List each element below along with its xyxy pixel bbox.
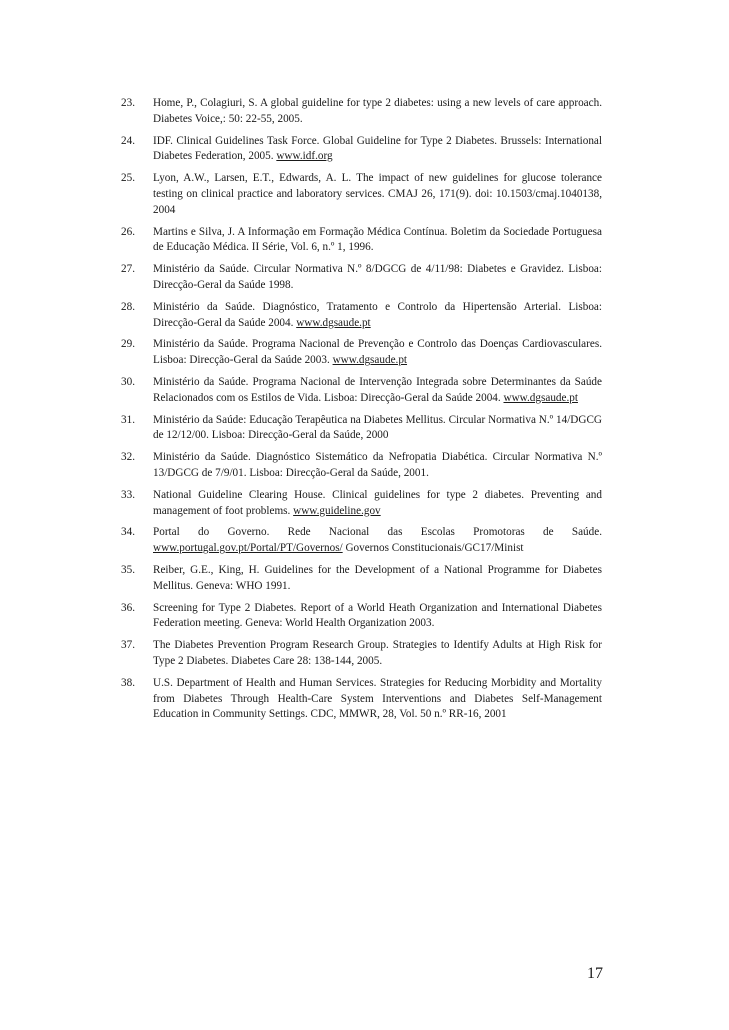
reference-link[interactable]: www.guideline.gov	[293, 504, 381, 517]
reference-item	[121, 638, 602, 670]
reference-number: 27.	[121, 263, 135, 276]
reference-number: 31.	[121, 413, 135, 426]
reference-number: 23.	[121, 97, 135, 109]
reference-text: Ministério da Saúde. Diagnóstico Sistemático da Nefropatia Diabética. Circular Normativa N.º 13/DGCG de 7/9/01. Lisboa: Direcção-Geral da Saúde, 2001.	[153, 451, 602, 479]
reference-text: Portal do Governo. Rede Nacional das Escolas Promotoras de Saúde.	[153, 526, 602, 539]
reference-item	[121, 225, 602, 257]
reference-text: Reiber, G.E., King, H. Guidelines for the Development of a National Programme for Diabetes Mellitus. Geneva: WHO 1991.	[153, 563, 602, 592]
reference-number: 25.	[121, 172, 135, 185]
reference-text: Martins e Silva, J. A Informação em Formação Médica Contínua. Boletim da Sociedade Portuguesa de Educação Médica. II Série, Vol. 6, n.º 1, 1996.	[153, 225, 602, 254]
reference-text: Ministério da Saúde: Educação Terapêutica na Diabetes Mellitus. Circular Normativa N.º 14/DGCG de 12/12/00. Lisboa: Direcção-Geral da Saúde, 2000	[153, 413, 602, 442]
reference-item	[121, 96, 602, 128]
reference-item	[121, 563, 602, 595]
reference-item	[121, 488, 602, 520]
reference-number: 26.	[121, 225, 135, 238]
reference-link[interactable]: www.portugal.gov.pt/Portal/PT/Governos/	[153, 542, 343, 555]
reference-number: 33.	[121, 488, 135, 501]
reference-number: 32.	[121, 451, 135, 464]
reference-text: Ministério da Saúde. Programa Nacional de Intervenção Integrada sobre Determinantes da Saúde Relacionados com os Estilos de Vida. Lisboa: Direcção-Geral da Saúde 2004.	[153, 375, 602, 404]
reference-number: 37.	[121, 639, 135, 652]
reference-number: 38.	[121, 676, 135, 689]
reference-number: 24.	[121, 134, 135, 147]
reference-item	[121, 171, 602, 218]
reference-item	[121, 676, 602, 723]
reference-item	[121, 300, 602, 332]
reference-number: 36.	[121, 601, 135, 614]
reference-text: Ministério da Saúde. Programa Nacional de Prevenção e Controlo das Doenças Cardiovasculares. Lisboa: Direcção-Geral da Saúde 2003.	[153, 338, 602, 367]
reference-item	[121, 337, 602, 369]
reference-item	[121, 450, 602, 482]
page-number: 17	[587, 965, 603, 982]
reference-link[interactable]: www.dgsaude.pt	[296, 316, 371, 329]
reference-text: Home, P., Colagiuri, S. A global guideline for type 2 diabetes: using a new levels of care approach. Diabetes Voice,: 50: 22-55, 2005.	[153, 97, 602, 125]
reference-number: 30.	[121, 375, 135, 388]
reference-item	[121, 601, 602, 633]
reference-text: IDF. Clinical Guidelines Task Force. Global Guideline for Type 2 Diabetes. Brussels: International Diabetes Federation, 2005.	[153, 134, 602, 163]
reference-text: Ministério da Saúde. Diagnóstico, Tratamento e Controlo da Hipertensão Arterial. Lisboa: Direcção-Geral da Saúde 2004.	[153, 300, 602, 329]
reference-link[interactable]: www.idf.org	[276, 150, 333, 163]
reference-link[interactable]: www.dgsaude.pt	[503, 391, 578, 404]
reference-text: Lyon, A.W., Larsen, E.T., Edwards, A. L. The impact of new guidelines for glucose tolerance testing on clinical practice and laboratory services. CMAJ 26, 171(9). doi: 10.1503/cmaj.1040138, 2004	[153, 172, 602, 216]
reference-number: 34.	[121, 526, 135, 539]
reference-item	[121, 262, 602, 294]
reference-text: National Guideline Clearing House. Clinical guidelines for type 2 diabetes. Preventing and management of foot problems.	[153, 488, 602, 517]
reference-link[interactable]: www.dgsaude.pt	[332, 354, 408, 367]
reference-text-after: Governos Constitucionais/GC17/Minist	[342, 542, 524, 555]
reference-text: U.S. Department of Health and Human Services. Strategies for Reducing Morbidity and Mortality from Diabetes Through Health-Care System Interventions and Diabetes Self-Management Education in Community Settings. CDC, MMWR, 28, Vol. 50 n.º RR-16, 2001	[153, 676, 602, 721]
reference-text: Screening for Type 2 Diabetes. Report of a World Heath Organization and International Diabetes Federation meeting. Geneva: World Health Organization 2003.	[153, 601, 602, 630]
reference-list	[0, 96, 729, 729]
reference-number: 35.	[121, 563, 135, 576]
reference-item	[121, 375, 602, 407]
reference-item	[121, 413, 602, 445]
reference-text: Ministério da Saúde. Circular Normativa N.º 8/DGCG de 4/11/98: Diabetes e Gravidez. Lisboa: Direcção-Geral da Saúde 1998.	[153, 263, 602, 291]
reference-text: The Diabetes Prevention Program Research Group. Strategies to Identify Adults at High Risk for Type 2 Diabetes. Diabetes Care 28: 138-144, 2005.	[153, 639, 602, 667]
reference-number: 28.	[121, 300, 135, 313]
reference-item	[121, 525, 602, 557]
reference-number: 29.	[121, 338, 135, 351]
reference-item	[121, 134, 602, 166]
